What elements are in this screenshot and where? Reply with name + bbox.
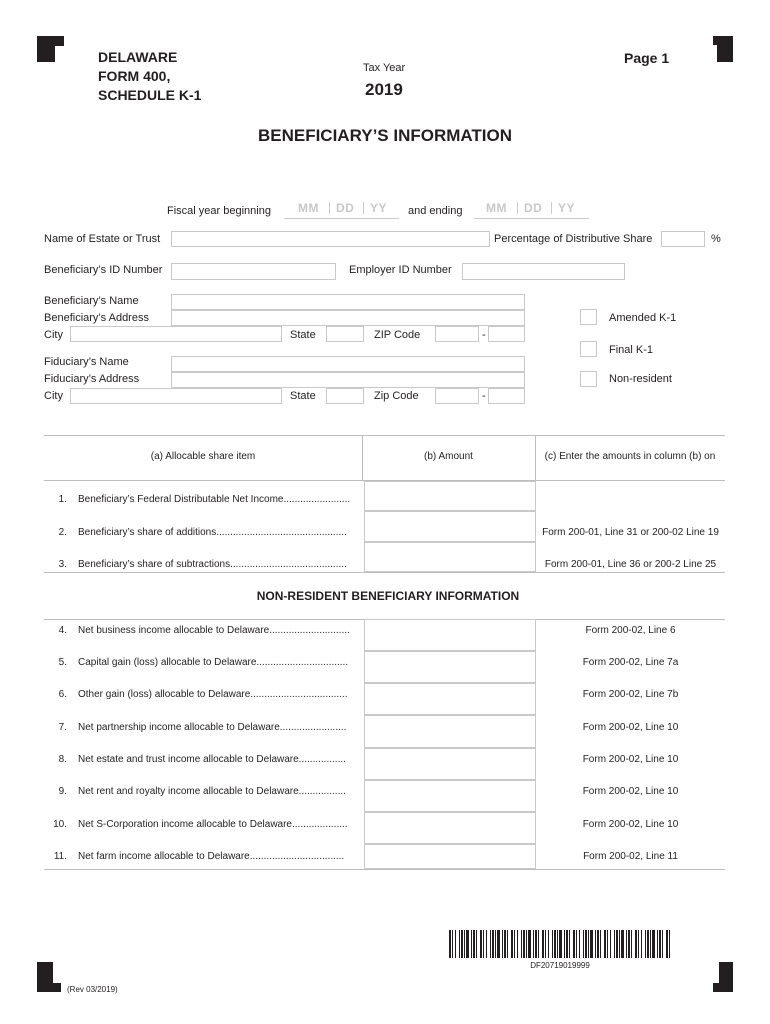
col-a-header: (a) Allocable share item — [150, 451, 256, 462]
row-reference: Form 200-02, Line 7b — [582, 689, 679, 700]
fiscal-beginning-label: Fiscal year beginning — [167, 205, 271, 217]
date-divider — [329, 202, 330, 214]
beneficiary-zip-ext-input[interactable] — [488, 326, 525, 342]
beneficiary-address-input[interactable] — [171, 310, 525, 326]
row-reference: Form 200-02, Line 10 — [582, 819, 679, 830]
row-description: Other gain (loss) allocable to Delaware................................... — [78, 689, 348, 700]
tax-year: 2019 — [365, 80, 403, 99]
fiduciary-state-label: State — [290, 390, 316, 402]
row-description: Beneficiary’s share of subtractions.......................................... — [78, 559, 347, 570]
date-divider — [363, 202, 364, 214]
final-checkbox[interactable] — [580, 341, 597, 357]
amount-input-9[interactable] — [364, 780, 536, 812]
row-number: 8. — [58, 754, 67, 765]
nonresident-checkbox[interactable] — [580, 371, 597, 387]
fiduciary-city-label: City — [44, 390, 63, 402]
amount-input-1[interactable] — [364, 481, 536, 511]
row-description: Net business income allocable to Delaware............................. — [78, 625, 350, 636]
amount-input-2[interactable] — [364, 511, 536, 542]
amended-checkbox[interactable] — [580, 309, 597, 325]
beneficiary-zip-label: ZIP Code — [374, 329, 421, 341]
revision-date: (Rev 03/2019) — [67, 985, 118, 994]
row-description: Net S-Corporation income allocable to Delaware.................... — [78, 819, 348, 830]
row-reference: Form 200-01, Line 36 or 200-2 Line 25 — [544, 559, 717, 570]
row-reference: Form 200-01, Line 31 or 200-02 Line 19 — [542, 527, 719, 538]
estate-name-input[interactable] — [171, 231, 490, 247]
fiduciary-address-input[interactable] — [171, 372, 525, 388]
ending-dd: DD — [524, 201, 543, 215]
beneficiary-state-input[interactable] — [326, 326, 364, 342]
employer-id-input[interactable] — [462, 263, 625, 280]
beneficiary-state-label: State — [290, 329, 316, 341]
table-top-rule — [44, 435, 725, 436]
fiduciary-address-label: Fiduciary’s Address — [44, 373, 140, 385]
row-reference: Form 200-02, Line 7a — [582, 657, 679, 668]
beneficiary-city-input[interactable] — [70, 326, 282, 342]
barcode-image — [449, 930, 671, 958]
amended-label: Amended K-1 — [609, 312, 677, 324]
estate-name-label: Name of Estate or Trust — [44, 233, 161, 245]
amount-input-4[interactable] — [364, 619, 536, 651]
corner-mark-top-left-arm — [37, 36, 64, 46]
nonresident-label: Non-resident — [609, 373, 672, 385]
row-number: 1. — [58, 494, 67, 505]
row-number: 6. — [58, 689, 67, 700]
amount-input-10[interactable] — [364, 812, 536, 844]
barcode-text: DF20719019999 — [530, 961, 590, 970]
row-number: 2. — [58, 527, 67, 538]
final-label: Final K-1 — [609, 344, 654, 356]
row-description: Capital gain (loss) allocable to Delaware................................. — [78, 657, 349, 668]
form-schedule: SCHEDULE K-1 — [98, 87, 202, 103]
col-b-header: (b) Amount — [424, 451, 473, 462]
fiduciary-zip-input[interactable] — [435, 388, 479, 404]
beneficiary-zip-input[interactable] — [435, 326, 479, 342]
beneficiary-name-input[interactable] — [171, 294, 525, 310]
fiduciary-city-input[interactable] — [70, 388, 282, 404]
row-number: 9. — [58, 786, 67, 797]
form-state: DELAWARE — [98, 49, 178, 65]
fiduciary-state-input[interactable] — [326, 388, 364, 404]
amount-input-11[interactable] — [364, 844, 536, 869]
date-divider — [517, 202, 518, 214]
employer-id-label: Employer ID Number — [349, 264, 452, 276]
percentage-input[interactable] — [661, 231, 705, 247]
fiduciary-zip-ext-input[interactable] — [488, 388, 525, 404]
amount-input-5[interactable] — [364, 651, 536, 683]
row-number: 4. — [58, 625, 67, 636]
table-bottom-rule — [44, 869, 725, 870]
row-number: 5. — [58, 657, 67, 668]
beneficiary-city-label: City — [44, 329, 63, 341]
fiduciary-zip-dash: - — [482, 390, 486, 402]
percentage-label: Percentage of Distributive Share — [494, 233, 653, 245]
fiduciary-zip-label: Zip Code — [374, 390, 419, 402]
beneficiary-id-label: Beneficiary’s ID Number — [44, 264, 163, 276]
fiscal-ending-date-field[interactable] — [474, 200, 589, 219]
row-reference: Form 200-02, Line 10 — [582, 786, 679, 797]
row-description: Net farm income allocable to Delaware.................................. — [78, 851, 345, 862]
row-description: Beneficiary’s Federal Distributable Net Income........................ — [78, 494, 351, 505]
row-number: 10. — [53, 819, 67, 830]
page-number: Page 1 — [624, 50, 670, 66]
beneficiary-address-label: Beneficiary’s Address — [44, 312, 149, 324]
row-number: 3. — [58, 559, 67, 570]
beneficiary-name-label: Beneficiary’s Name — [44, 295, 139, 307]
row-reference: Form 200-02, Line 10 — [582, 754, 679, 765]
row-description: Beneficiary’s share of additions............................................... — [78, 527, 347, 538]
row-description: Net estate and trust income allocable to Delaware................. — [78, 754, 346, 765]
amount-input-8[interactable] — [364, 748, 536, 780]
amount-input-6[interactable] — [364, 683, 536, 715]
amount-input-3[interactable] — [364, 542, 536, 572]
row-description: Net partnership income allocable to Delaware........................ — [78, 722, 347, 733]
corner-mark-bottom-right-arm — [713, 983, 733, 992]
beneficiary-id-input[interactable] — [171, 263, 336, 280]
fiduciary-name-label: Fiduciary’s Name — [44, 356, 129, 368]
section-rule — [44, 572, 725, 573]
nonresident-section-title: NON-RESIDENT BENEFICIARY INFORMATION — [256, 589, 520, 603]
row-number: 11. — [53, 851, 67, 862]
tax-year-label: Tax Year — [363, 62, 406, 74]
row-reference: Form 200-02, Line 11 — [583, 851, 678, 862]
row-number: 7. — [58, 722, 67, 733]
beneficiary-zip-dash: - — [482, 329, 486, 341]
page-title: BENEFICIARY’S INFORMATION — [257, 126, 513, 145]
ending-mm: MM — [486, 201, 507, 215]
form-number: FORM 400, — [98, 68, 171, 84]
beginning-mm: MM — [298, 201, 319, 215]
beginning-dd: DD — [336, 201, 355, 215]
row-reference: Form 200-02, Line 10 — [582, 722, 679, 733]
fiscal-ending-label: and ending — [408, 205, 463, 217]
corner-mark-top-right-arm — [713, 36, 733, 45]
corner-mark-bottom-left-arm — [37, 983, 61, 992]
row-reference: Form 200-02, Line 6 — [585, 625, 676, 636]
col-c-header: (c) Enter the amounts in column (b) on — [544, 451, 716, 462]
fiduciary-name-input[interactable] — [171, 356, 525, 372]
fiscal-beginning-date-field[interactable] — [284, 200, 399, 219]
row-description: Net rent and royalty income allocable to Delaware................. — [78, 786, 346, 797]
date-divider — [551, 202, 552, 214]
ending-yy: YY — [558, 201, 576, 215]
beginning-yy: YY — [370, 201, 388, 215]
amount-input-7[interactable] — [364, 715, 536, 748]
percent-sign: % — [711, 233, 721, 245]
